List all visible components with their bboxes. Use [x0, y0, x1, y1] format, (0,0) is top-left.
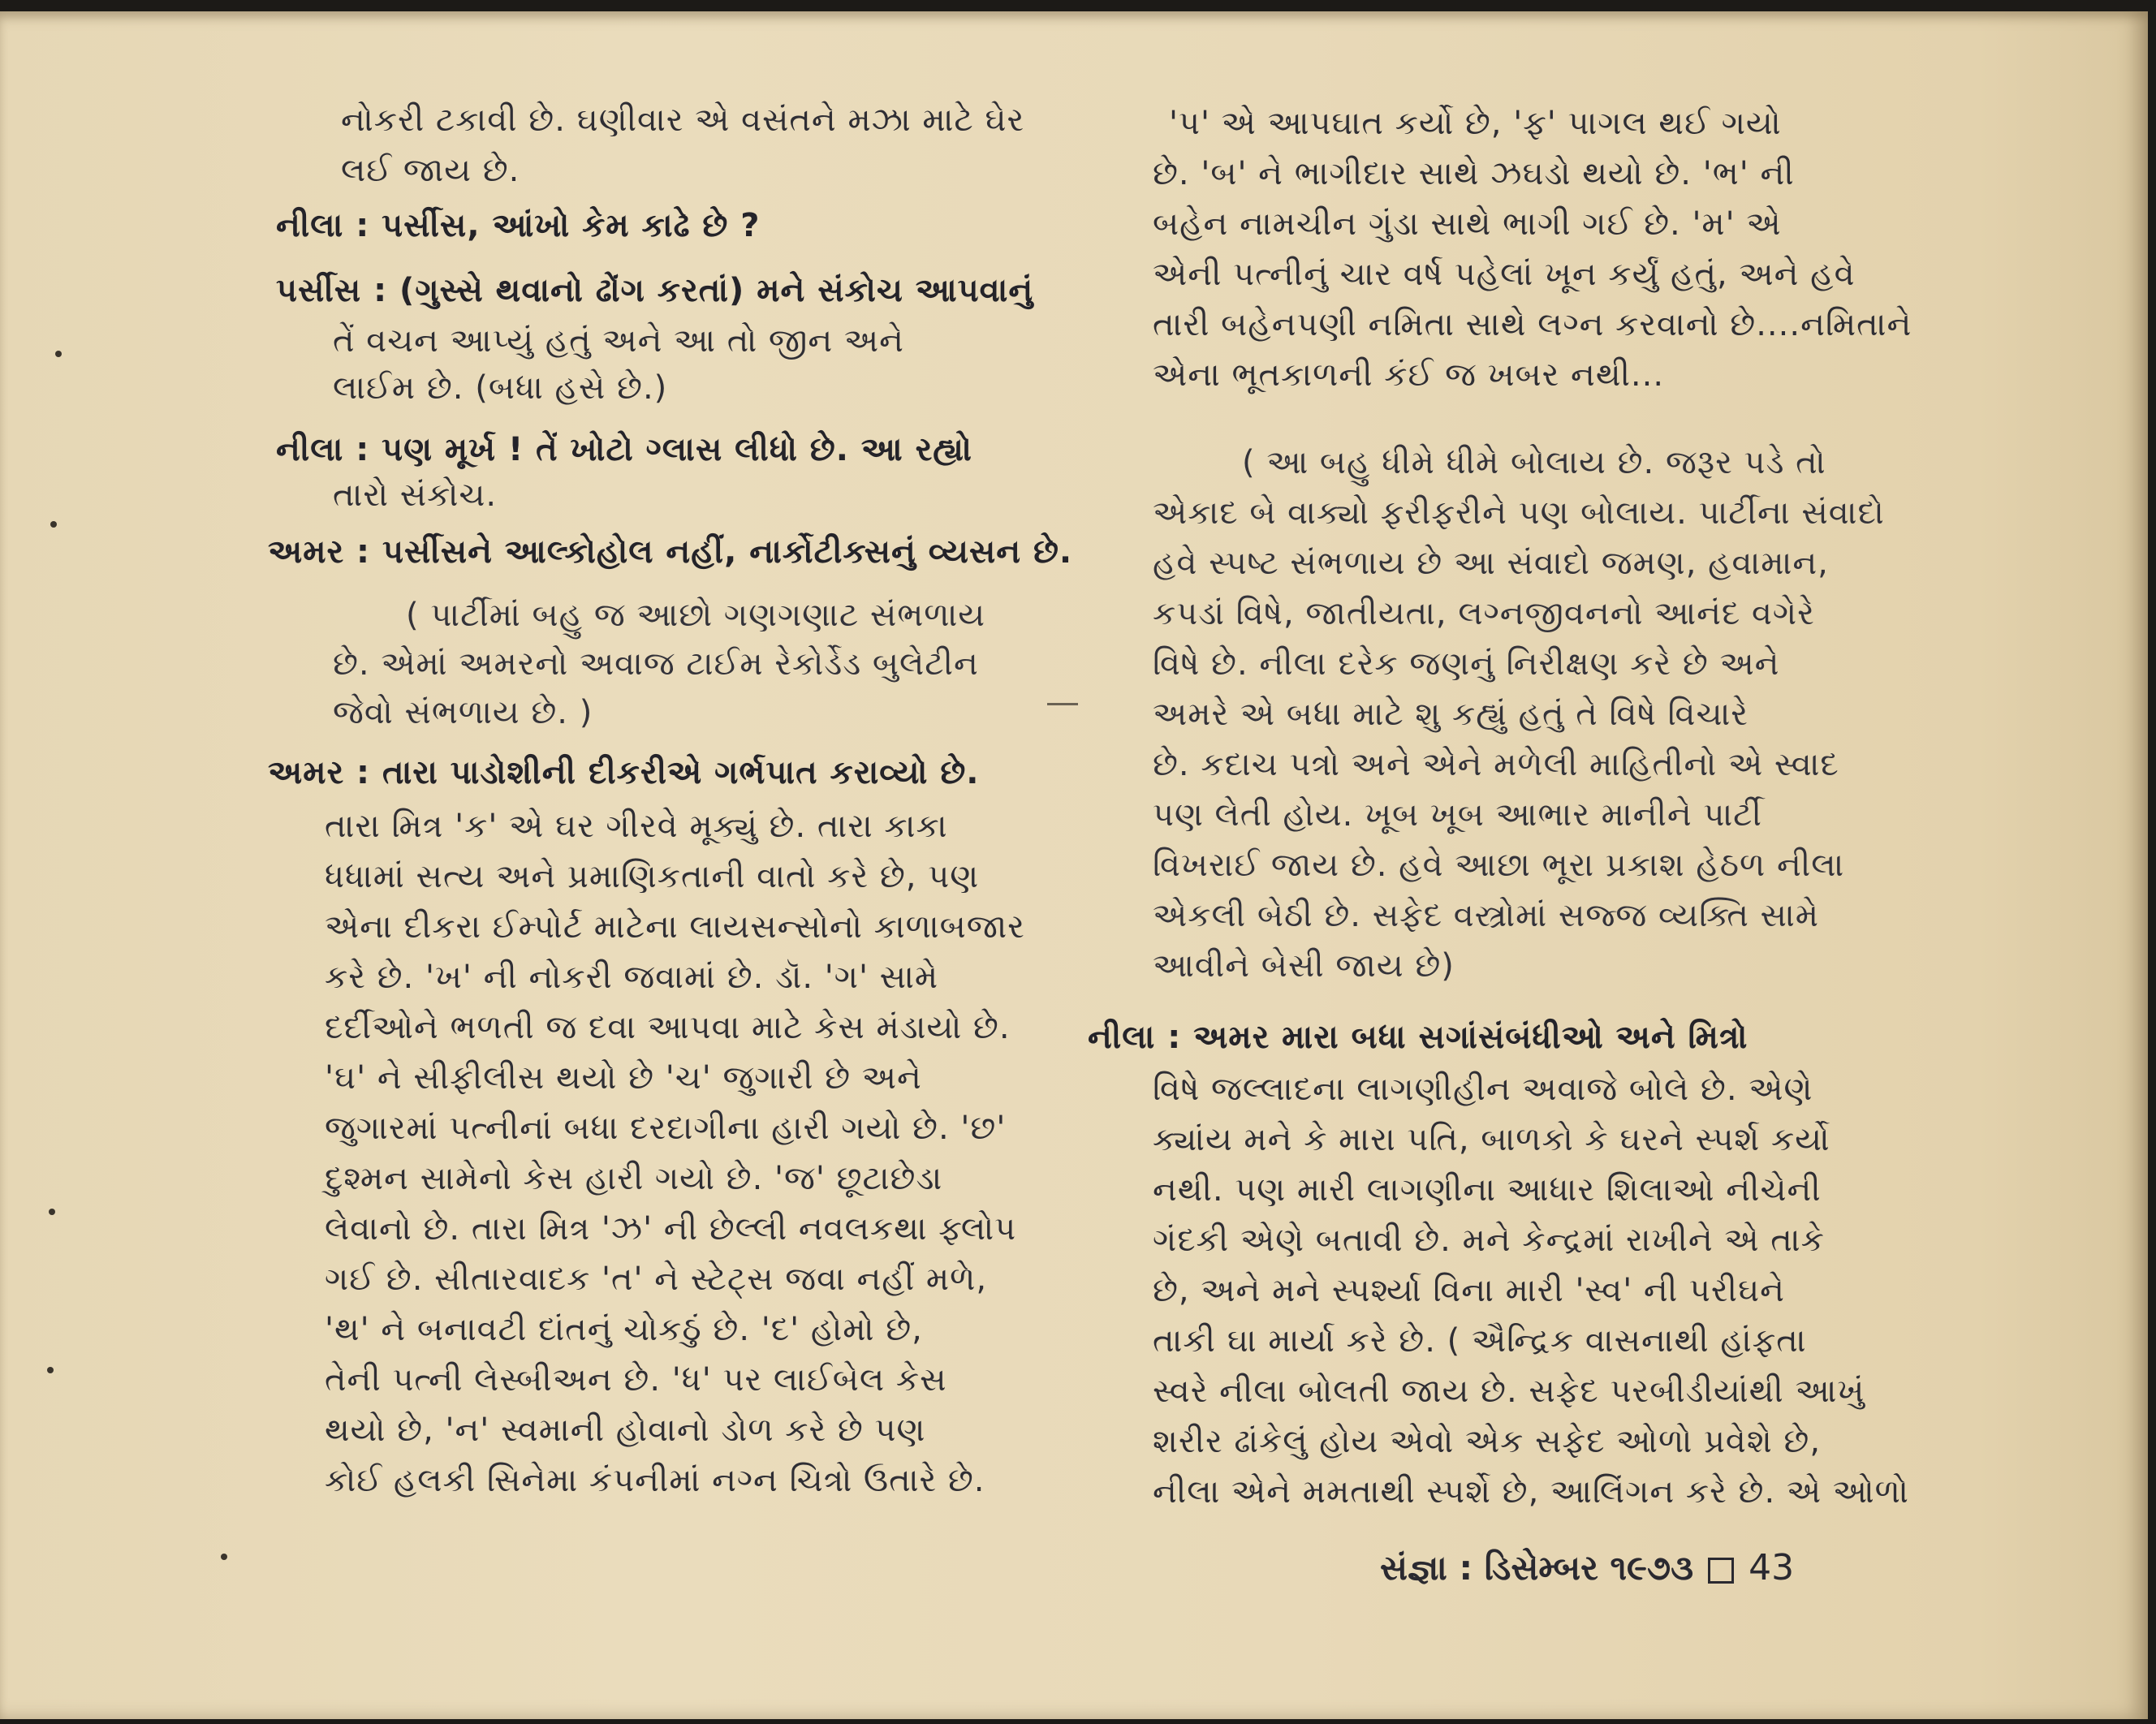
- text-line: એની પત્નીનું ચાર વર્ષ પહેલાં ખૂન કર્યું હતું, અને હવે: [1153, 256, 1856, 293]
- text-line: શરીર ઢાંકેલું હોય એવો એક સફેદ ઓળો પ્રવેશે છે,: [1153, 1423, 1822, 1460]
- text-line: ધધામાં સત્ય અને પ્રમાણિકતાની વાતો કરે છે, પણ: [325, 858, 980, 895]
- text-line: દુશ્મન સામેનો કેસ હારી ગયો છે. 'જ' છૂટાછેડા: [325, 1160, 943, 1197]
- text-line: એના ભૂતકાળની કંઈ જ ખબર નથી...: [1153, 356, 1665, 394]
- dialogue-line: અમર : તારા પાડોશીની દીકરીએ ગર્ભપાત કરાવ્યો છે.: [268, 754, 980, 791]
- page-footer: [1380, 1545, 1794, 1591]
- binding-hole: [55, 351, 62, 357]
- text-line: તારો સંકોચ.: [333, 476, 498, 514]
- stage-direction: એકલી બેઠી છે. સફેદ વસ્ત્રોમાં સજ્જ વ્યક્તિ સામે: [1153, 897, 1819, 934]
- stage-direction: ( આ બહુ ધીમે ધીમે બોલાય છે. જરૂર પડે તો: [1242, 444, 1826, 481]
- text-line: બહેન નામચીન ગુંડા સાથે ભાગી ગઈ છે. 'મ' એ: [1153, 205, 1782, 243]
- text-line: દર્દીઓને ભળતી જ દવા આપવા માટે કેસ મંડાયો છે.: [325, 1009, 1011, 1046]
- text-line: નીલા એને મમતાથી સ્પર્શે છે, આલિંગન કરે છે. એ ઓળો: [1153, 1473, 1909, 1511]
- text-line: થયો છે, 'ન' સ્વમાની હોવાનો ડોળ કરે છે પણ: [325, 1412, 926, 1449]
- text-line: નથી. પણ મારી લાગણીના આધાર શિલાઓ નીચેની: [1153, 1171, 1822, 1209]
- stage-direction: છે. કદાચ પત્રો અને એને મળેલી માહિતીનો એ સ્વાદ: [1153, 746, 1839, 783]
- stage-direction: વિષે છે. નીલા દરેક જણનું નિરીક્ષણ કરે છે અને: [1153, 645, 1780, 683]
- text-line: છે, અને મને સ્પર્શ્યા વિના મારી 'સ્વ' ની પરીઘને: [1153, 1272, 1785, 1309]
- text-line: તારા મિત્ર 'ક' એ ઘર ગીરવે મૂક્યું છે. તારા કાકા: [325, 808, 948, 845]
- text-line: વિષે જલ્લાદના લાગણીહીન અવાજે બોલે છે. એણે: [1153, 1071, 1813, 1108]
- text-line: 'પ' એ આપઘાત કર્યો છે, 'ફ' પાગલ થઈ ગયો: [1169, 105, 1782, 142]
- stage-direction: છે. એમાં અમરનો અવાજ ટાઈમ રેકોર્ડેડ બુલેટીન: [333, 645, 979, 683]
- binding-hole: [221, 1554, 227, 1560]
- text-line: એના દીકરા ઈમ્પોર્ટ માટેના લાયસન્સોનો કાળાબજાર: [325, 908, 1025, 946]
- stage-direction: કપડાં વિષે, જાતીયતા, લગ્નજીવનનો આનંદ વગેરે: [1153, 595, 1815, 632]
- dialogue-line: અમર : પર્સીસને આલ્કોહોલ નહીં, નાર્કોટીક્સનું વ્યસન છે.: [268, 533, 1073, 571]
- stage-direction: પણ લેતી હોય. ખૂબ ખૂબ આભાર માનીને પાર્ટી: [1153, 796, 1762, 834]
- binding-hole: [50, 521, 57, 528]
- stage-direction: હવે સ્પષ્ટ સંભળાય છે આ સંવાદો જમણ, હવામાન,: [1153, 545, 1829, 582]
- stage-direction: જેવો સંભળાય છે. ): [333, 694, 593, 731]
- dialogue-line: નીલા : પણ મૂર્ખ ! તેં ખોટો ગ્લાસ લીધો છે. આ રહ્યો: [276, 431, 972, 468]
- dialogue-line: નીલા : પર્સીસ, આંખો કેમ કાઢે છે ?: [276, 207, 761, 244]
- text-line: 'ઘ' ને સીફીલીસ થયો છે 'ચ' જુગારી છે અને: [325, 1059, 922, 1097]
- text-line: ગઈ છે. સીતારવાદક 'ત' ને સ્ટેટ્સ જવા નહીં મળે,: [325, 1261, 988, 1298]
- stage-direction: એકાદ બે વાક્યો ફરીફરીને પણ બોલાય. પાર્ટીના સંવાદો: [1153, 494, 1885, 532]
- text-line: સ્વરે નીલા બોલતી જાય છે. સફેદ પરબીડીયાંથી આખું: [1153, 1373, 1865, 1410]
- stage-direction: વિખરાઈ જાય છે. હવે આછા ભૂરા પ્રકાશ હેઠળ નીલા: [1153, 847, 1845, 884]
- dialogue-line: પર્સીસ : (ગુસ્સે થવાનો ઢોંગ કરતાં) મને સંકોચ આપવાનું: [276, 272, 1034, 309]
- text-line: તેની પત્ની લેસ્બીઅન છે. 'ધ' પર લાઈબેલ કેસ: [325, 1361, 947, 1399]
- stage-direction: અમરે એ બધા માટે શુ કહ્યું હતું તે વિષે વિચારે: [1153, 696, 1749, 733]
- text-line: 'થ' ને બનાવટી દાંતનું ચોકઠું છે. 'દ' હોમો છે,: [325, 1311, 923, 1348]
- text-line: કરે છે. 'ખ' ની નોકરી જવામાં છે. ડૉ. 'ગ' સામે: [325, 959, 939, 996]
- text-line: તેં વચન આપ્યું હતું અને આ તો જીન અને: [333, 322, 904, 360]
- text-line: નોકરી ટકાવી છે. ઘણીવાર એ વસંતને મઝા માટે ઘેર: [341, 101, 1025, 139]
- text-line: લેવાનો છે. તારા મિત્ર 'ઝ' ની છેલ્લી નવલકથા ફ્લોપ: [325, 1210, 1017, 1248]
- margin-mark: [1047, 703, 1078, 705]
- binding-hole: [49, 1209, 55, 1215]
- text-line: તારી બહેનપણી નમિતા સાથે લગ્ન કરવાનો છે....નમિતાને: [1153, 306, 1912, 343]
- text-line: તાકી ઘા માર્યા કરે છે. ( ઐન્દ્રિક વાસનાથી હાંફતા: [1153, 1322, 1807, 1360]
- text-line: ગંદકી એણે બતાવી છે. મને કેન્દ્રમાં રાખીને એ તાકે: [1153, 1222, 1825, 1259]
- binding-hole: [47, 1367, 54, 1373]
- text-line: લઈ જાય છે.: [341, 152, 520, 189]
- text-line: કોઈ હલકી સિનેમા કંપનીમાં નગ્ન ચિત્રો ઉતારે છે.: [325, 1462, 985, 1499]
- magazine-page: [0, 11, 2148, 1719]
- page-number: 43: [1749, 1547, 1795, 1588]
- text-line: લાઈમ છે. (બધા હસે છે.): [333, 369, 668, 407]
- text-line: જુગારમાં પત્નીનાં બધા દરદાગીના હારી ગયો છે. 'છ': [325, 1110, 1007, 1147]
- text-line: ક્યાંય મને કે મારા પતિ, બાળકો કે ઘરને સ્પર્શ કર્યો: [1153, 1121, 1830, 1158]
- magazine-issue-label: સંજ્ઞા : ડિસેમ્બર ૧૯૭૩: [1380, 1548, 1694, 1588]
- text-line: છે. 'બ' ને ભાગીદાર સાથે ઝઘડો થયો છે. 'ભ' ની: [1153, 155, 1795, 192]
- stage-direction: ( પાર્ટીમાં બહુ જ આછો ગણગણાટ સંભળાય: [406, 597, 986, 634]
- stage-direction: આવીને બેસી જાય છે): [1153, 947, 1455, 985]
- dialogue-line: નીલા : અમર મારા બધા સગાંસંબંધીઓ અને મિત્રો: [1088, 1019, 1749, 1056]
- square-ornament-icon: [1708, 1558, 1734, 1584]
